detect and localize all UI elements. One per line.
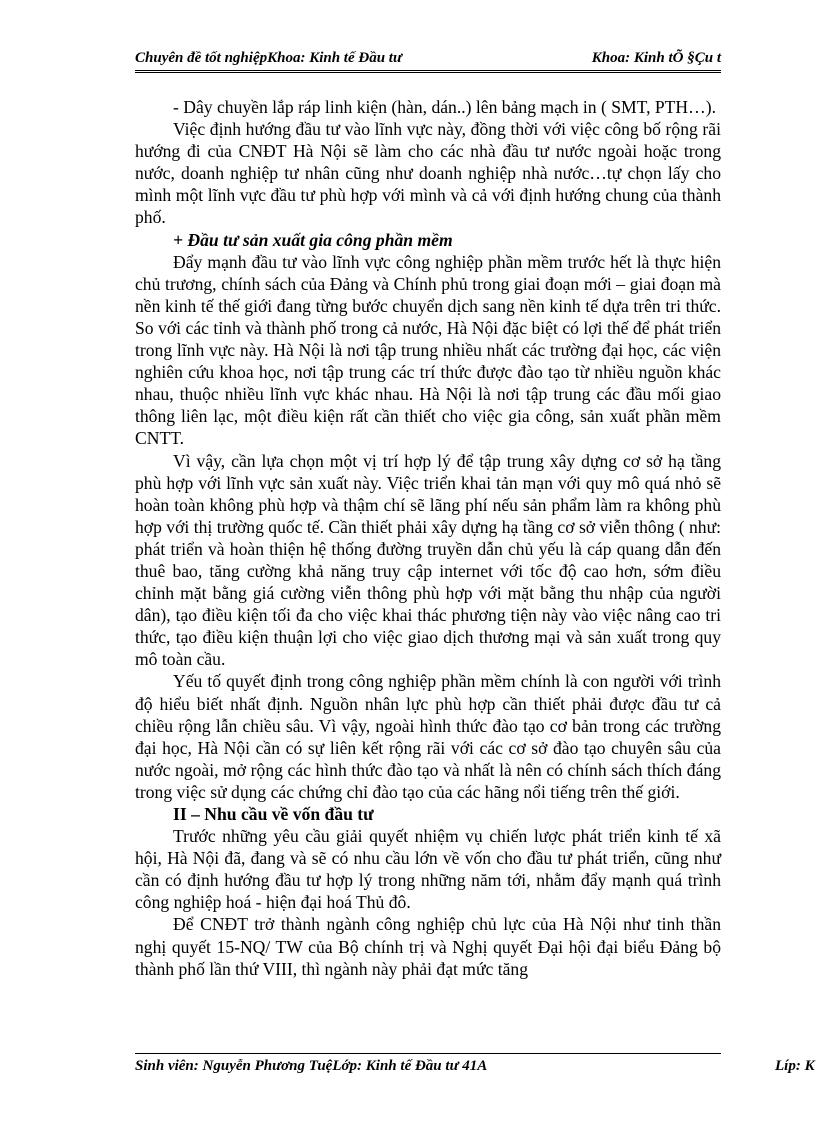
paragraph-human-resources: Yếu tố quyết định trong công nghiệp phần mềm chính là con người với trình độ hiểu biết nhất định. Nguồn nhân lực phù hợp cần thiết phải được đầu tư cả chiều rộng lẫn chiều sâu. Vì vậy, ngoài hình thức đào tạo cơ bản trong các trường đại học, Hà Nội cần có sự liên kết rộng rãi với các cơ sở đào tạo chuyên sâu của nước ngoài, mở rộng các hình thức đào tạo và nhất là nên có chính sách thích đáng trong việc sử dụng các chứng chỉ đào tạo của các hãng nổi tiếng trên thế giới. (135, 671, 721, 802)
paragraph-software-industry: Đẩy mạnh đầu tư vào lĩnh vực công nghiệp phần mềm trước hết là thực hiện chủ trương, chính sách của Đảng và Chính phủ trong giai đoạn mới – giai đoạn mà nền kinh tế thế giới đang từng bước chuyển dịch sang nền kinh tế dựa trên tri thức. So với các tỉnh và thành phố trong cả nước, Hà Nội đặc biệt có lợi thế để phát triển trong lĩnh vực này. Hà Nội là nơi tập trung nhiều nhất các trường đại học, các viện nghiên cứu khoa học, nơi tập trung các trí thức được đào tạo từ nhiều nguồn khác nhau, thuộc nhiều lĩnh vực khác nhau. Hà Nội là nơi tập trung các đầu mối giao thông liên lạc, một điều kiện rất cần thiết cho việc gia công, sản xuất phần mềm CNTT. (135, 251, 721, 449)
paragraph-infrastructure: Vì vậy, cần lựa chọn một vị trí hợp lý để tập trung xây dựng cơ sở hạ tầng phù hợp với lĩnh vực sản xuất này. Việc triển khai tản mạn với quy mô quá nhỏ sẽ hoàn toàn không phù hợp và thậm chí sẽ lãng phí nếu sản phẩm làm ra không phù hợp với thị trường quốc tế. Cần thiết phải xây dựng hạ tầng cơ sở viễn thông ( như: phát triển và hoàn thiện hệ thống đường truyền dẫn chủ yếu là cáp quang dẫn đến thuê bao, tăng cường khả năng truy cập internet với tốc độ cao hơn, sớm điều chỉnh mặt bằng giá cường viễn thông phù hợp với mặt bằng thu nhập của người dân), tạo điều kiện tối đa cho việc khai thác phương tiện này vào việc nâng cao tri thức, tạo điều kiện thuận lợi cho việc giao dịch thương mại và sản xuất trong quy mô toàn cầu. (135, 450, 721, 670)
page-header (135, 46, 721, 70)
header-divider (135, 70, 721, 73)
paragraph-smt-line: - Dây chuyền lắp ráp linh kiện (hàn, dán..) lên bảng mạch in ( SMT, PTH…). (173, 97, 716, 117)
page-footer (135, 1058, 816, 1080)
section-heading-capital-needs: II – Nhu cầu về vốn đầu tư (173, 804, 374, 824)
section-heading-software: + Đầu tư sản xuất gia công phần mềm (173, 229, 453, 250)
footer-divider (135, 1053, 721, 1054)
paragraph-capital-demand: Trước những yêu cầu giải quyết nhiệm vụ chiến lược phát triển kinh tế xã hội, Hà Nội đã, đang và sẽ có nhu cầu lớn về vốn cho đầu tư phát triển, cũng như cần có định hướng đầu tư hợp lý trong những năm tới, nhằm đẩy mạnh quá trình công nghiệp hoá - hiện đại hoá Thủ đô. (135, 826, 721, 913)
paragraph-investment-orientation: Việc định hướng đầu tư vào lĩnh vực này, đồng thời với việc công bố rộng rãi hướng đi của CNĐT Hà Nội sẽ làm cho các nhà đầu tư nước ngoài hoặc trong nước, doanh nghiệp tư nhân cũng như doanh nghiệp nhà nước…tự chọn lấy cho mình một lĩnh vực đầu tư phù hợp với mình và cả với định hướng chung của thành phố. (135, 119, 721, 228)
header-left-text: Chuyên đề tốt nghiệpKhoa: Kinh tế Đầu tư (135, 50, 402, 66)
header-right-text: Khoa: Kinh tÕ §Çu t (591, 50, 721, 66)
paragraph-growth-target: Để CNĐT trở thành ngành công nghiệp chủ lực của Hà Nội như tinh thần nghị quyết 15-NQ/ TW của Bộ chính trị và Nghị quyết Đại hội đại biểu Đảng bộ thành phố lần thứ VIII, thì ngành này phải đạt mức tăng (135, 914, 721, 979)
footer-left-text: Sinh viên: Nguyễn Phương TuệLớp: Kinh tế Đầu tư 41A (135, 1058, 488, 1074)
document-body (135, 96, 721, 980)
footer-right-text: Líp: K (775, 1058, 815, 1074)
